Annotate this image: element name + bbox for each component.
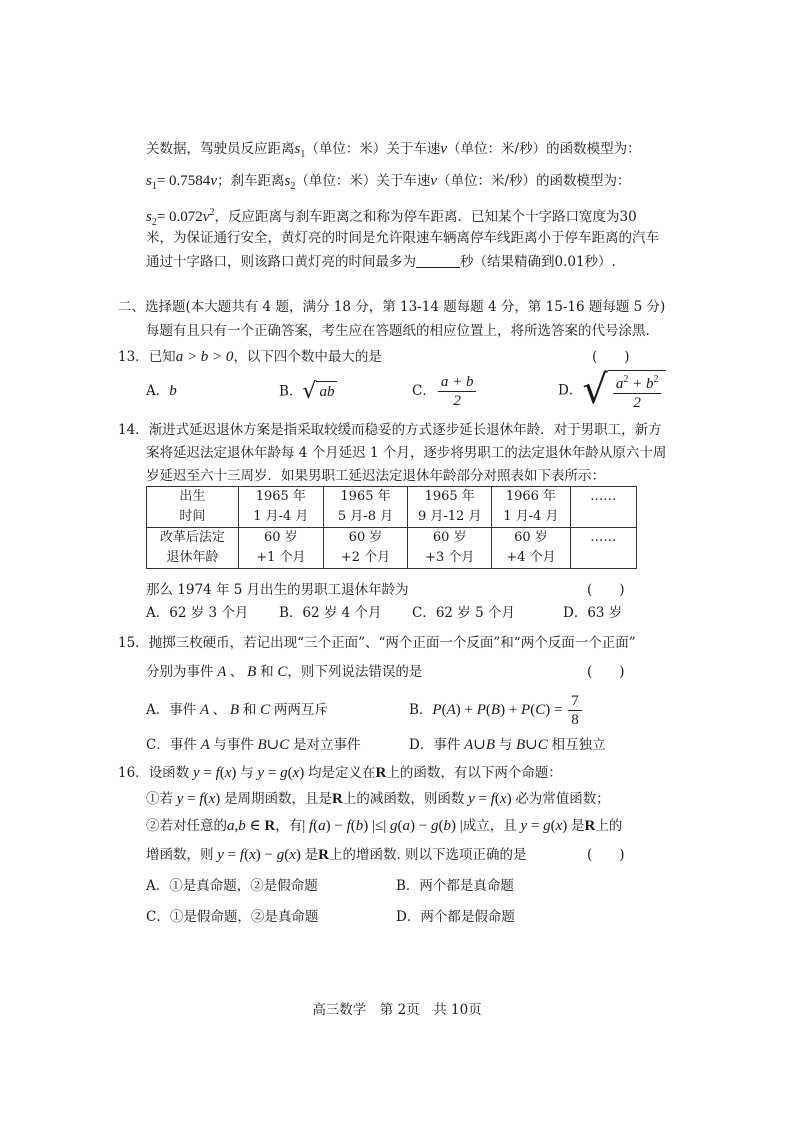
- math-condition: a > b > 0: [175, 349, 234, 365]
- table-cell: 60 岁 +1 个月: [238, 528, 323, 569]
- math-C: C: [256, 702, 274, 718]
- option-label: B．: [409, 702, 433, 718]
- option-label: A．: [146, 383, 170, 399]
- q14-option-b: B．62 岁 4 个月: [279, 605, 382, 621]
- table-cell: 出生 时间: [147, 487, 239, 528]
- math-A: A: [196, 702, 213, 718]
- q12-text: ；刹车距离: [216, 173, 285, 189]
- table-row: [147, 528, 637, 569]
- q15-text: 相互独立: [551, 737, 606, 753]
- q12-text: （单位：米）关于车速: [295, 173, 431, 189]
- q15-text: 是对立事件: [293, 737, 361, 753]
- q13-option-a: [146, 381, 177, 401]
- q16-text: ②若对任意的: [146, 818, 227, 834]
- math-B-union-C: B: [253, 737, 267, 753]
- math-coef: = 0.7584: [156, 173, 211, 189]
- q14-option-a: A．62 岁 3 个月: [146, 605, 249, 621]
- math-probability-sum: P: [432, 702, 442, 718]
- retirement-table: [146, 486, 637, 569]
- math-A-union-B: A: [460, 737, 474, 753]
- math-y-fx: y: [173, 791, 188, 807]
- table-cell: ……: [570, 487, 636, 528]
- math-s1: $s_1$: [146, 173, 157, 192]
- q12-line4: 米，为保证通行安全，黄灯亮的时间是允许限速车辆离停车线距离小于停车距离的汽车: [146, 230, 659, 246]
- question-number: 13．: [118, 349, 149, 365]
- table-cell: ……: [570, 528, 636, 569]
- q12-text: ，反应距离与刹车距离之和称为停车距离．已知某个十字路口宽度为30: [214, 209, 637, 225]
- math-v: v: [440, 141, 448, 157]
- table-cell: 60 岁 +3 个月: [408, 528, 492, 569]
- answer-parentheses: ( ): [587, 582, 625, 598]
- q16-option-c: C．①是假命题，②是真命题: [146, 909, 319, 925]
- q16-text: 是: [571, 818, 585, 834]
- question-number: 14．: [118, 422, 149, 438]
- math-b: b: [169, 383, 177, 399]
- table-cell: 1965 年 9 月-12 月: [408, 487, 492, 528]
- q15-line1: [118, 633, 636, 653]
- math-v: v: [430, 173, 437, 189]
- table-cell: 改革后法定 退休年龄: [147, 528, 239, 569]
- math-y-gx: y: [253, 765, 268, 781]
- q14-question: 那么 1974 年 5 月出生的男职工退休年龄为: [146, 582, 409, 598]
- answer-parentheses: ( ): [587, 664, 625, 680]
- q15-option-d: D．事件 A∪B 与 B∪C 相互独立: [409, 737, 606, 753]
- q15-text: 、: [212, 702, 227, 718]
- q16-line3: ②若对任意的a,b ∈ R，有| f(a) − f(b) |≤| g(a) − g(b) |成立，且 y = g(x) 是R上的: [146, 818, 623, 834]
- option-label: B．: [279, 383, 303, 400]
- q12-line1: [146, 139, 641, 165]
- q15-text: 和: [260, 664, 274, 680]
- math-y-fx: y: [464, 791, 479, 807]
- math-R: R: [375, 765, 387, 781]
- math-frac-mean: $\frac{a + b}{2}$: [438, 373, 477, 410]
- table-cell: 60 岁 +2 个月: [323, 528, 407, 569]
- math-C: C: [273, 664, 288, 680]
- table-cell: 1965 年 1 月-4 月: [238, 487, 323, 528]
- math-A: A: [196, 737, 214, 753]
- math-s1: $s_1$: [294, 141, 306, 160]
- q16-text: 与: [240, 765, 254, 781]
- q15-text: 抛掷三枚硬币，若记出现“三个正面”、“两个正面一个反面”和“两个反面一个正面”: [148, 635, 636, 651]
- answer-parentheses: ( ): [592, 349, 630, 365]
- q16-text: 上的: [595, 818, 623, 834]
- question-number: 15．: [118, 635, 149, 651]
- q16-option-d: D．两个都是假命题: [396, 909, 515, 925]
- q13-option-c: [412, 373, 478, 410]
- q16-text: ①若: [146, 791, 173, 807]
- q15-text: 两两互斥: [273, 702, 328, 718]
- math-R: R: [584, 818, 596, 834]
- q15-text: ，则下列说法错误的是: [287, 664, 423, 680]
- table-cell: 1966 年 1 月-4 月: [492, 487, 570, 528]
- math-y-f-minus-g: y: [213, 847, 228, 863]
- option-label: D．事件: [409, 737, 461, 753]
- q12-text: 秒（结果精确到0.01秒）.: [460, 254, 616, 270]
- q13-text: ，以下四个数中最大的是: [233, 349, 382, 365]
- q16-option-a: A．①是真命题，②是假命题: [146, 878, 318, 894]
- math-v: v: [210, 173, 217, 189]
- q13-text: 已知: [148, 349, 176, 365]
- q12-text: 关数据，驾驶员反应距离: [146, 141, 295, 157]
- math-B-union-C: B: [512, 737, 526, 753]
- question-number: 16．: [118, 765, 149, 781]
- math-inequality: |: [302, 818, 309, 834]
- q14-option-d: D．63 岁: [563, 605, 623, 621]
- q14-text: 渐进式延迟退休方案是指采取较缓而稳妥的方式逐步延长退休年龄．对于男职工，新方: [148, 422, 662, 438]
- q16-line4: 增函数，则 y = f(x) − g(x) 是R上的增函数. 则以下选项正确的是: [146, 847, 527, 863]
- q15-text: 、: [229, 664, 244, 680]
- q15-option-b: B．P(A) + P(B) + P(C) = $\frac{7}{8}$: [409, 692, 584, 729]
- table-cell: 1965 年 5 月-8 月: [323, 487, 407, 528]
- q16-text: 上的函数，有以下两个命题：: [386, 765, 562, 781]
- q16-text: 是周期函数，且是: [223, 791, 332, 807]
- table-cell: 60 岁 +4 个月: [492, 528, 570, 569]
- section-instruction: 每题有且只有一个正确答案，考生应在答题纸的相应位置上，将所选答案的代号涂黑.: [146, 323, 650, 339]
- q15-text: 和: [242, 702, 257, 718]
- q12-text: （单位：米/秒）的函数模型为：: [447, 141, 641, 157]
- q16-text: 上的减函数，则函数: [342, 791, 465, 807]
- q16-text: 上的增函数. 则以下选项正确的是: [328, 847, 527, 863]
- math-ab-in-R: a: [227, 818, 235, 834]
- math-A: A: [213, 664, 230, 680]
- q13-option-d: [558, 367, 666, 413]
- q15-option-a: [146, 700, 328, 720]
- q15-text: 与事件: [213, 737, 254, 753]
- q14-line1: [118, 420, 662, 440]
- q12-line2: [146, 171, 631, 197]
- q16-line1: 16．设函数 y = f(x) 与 y = g(x) 均是定义在R上的函数，有以下两个命题：: [118, 765, 562, 781]
- math-frac-7-8: $\frac{7}{8}$: [568, 692, 582, 729]
- math-s2: $s_2$: [284, 173, 296, 192]
- q14-option-c: C．62 岁 5 个月: [412, 605, 515, 621]
- q16-line2: ①若 y = f(x) 是周期函数，且是R上的减函数，则函数 y = f(x) 必为常值函数；: [146, 791, 610, 807]
- option-label: D．: [558, 382, 583, 399]
- math-coef: = 0.072: [156, 209, 203, 225]
- q13-stem: [118, 347, 382, 367]
- answer-parentheses: ( ): [587, 847, 625, 863]
- q15-line2: [146, 662, 422, 682]
- page-footer: 高三数学 第 2页 共 10页: [312, 1002, 482, 1018]
- option-label: A．事件: [146, 702, 197, 718]
- q16-option-b: B．两个都是真命题: [396, 878, 514, 894]
- math-s2: $s_2$: [146, 209, 157, 228]
- q16-text: 必为常值函数；: [515, 791, 610, 807]
- q12-text: （单位：米）关于车速: [305, 141, 441, 157]
- q14-line2: 案将延迟法定退休年龄每 4 个月延迟 1 个月，逐步将男职工的法定退休年龄从原六十周: [146, 445, 667, 461]
- math-B: B: [243, 664, 261, 680]
- math-sqrt-ab: √ ab: [302, 381, 337, 403]
- q16-text: ，有: [275, 818, 303, 834]
- q12-text: （单位：米/秒）的函数模型为：: [437, 173, 631, 189]
- q15-text: 与: [498, 737, 513, 753]
- math-y-gx: y: [516, 818, 531, 834]
- q16-text: 设函数: [148, 765, 190, 781]
- math-sqrt-rms: √ $\frac{a^2 + b^2}{2}$: [582, 370, 666, 412]
- q12-text: 通过十字路口，则该路口黄灯亮的时间最多为: [146, 254, 416, 270]
- math-R: R: [318, 847, 329, 863]
- option-label: C．事件: [146, 737, 197, 753]
- q15-text: 分别为事件: [146, 664, 214, 680]
- math-y-fx: y: [189, 765, 204, 781]
- q13-option-b: [279, 381, 337, 403]
- q14-line3: 岁延迟至六十三周岁．如果男职工延迟法定退休年龄部分对照表如下表所示：: [146, 468, 605, 484]
- math-v2: $v^2$: [202, 207, 215, 225]
- q16-text: 均是定义在: [307, 765, 376, 781]
- q16-text: 增函数，则: [146, 847, 214, 863]
- q16-text: 成立，且: [462, 818, 517, 834]
- answer-blank: [416, 253, 460, 268]
- section-heading: 二、选择题(本大题共有 4 题，满分 18 分，第 13-14 题每题 4 分，第 15-16 题每题 5 分): [118, 299, 666, 315]
- q15-option-c: C．事件 A 与事件 B∪C 是对立事件: [146, 737, 361, 753]
- math-B: B: [226, 702, 243, 718]
- math-R: R: [331, 791, 343, 807]
- option-label: C．: [412, 383, 436, 399]
- table-row: [147, 487, 637, 528]
- q12-line5: [146, 252, 616, 272]
- q16-text: 是: [304, 847, 319, 863]
